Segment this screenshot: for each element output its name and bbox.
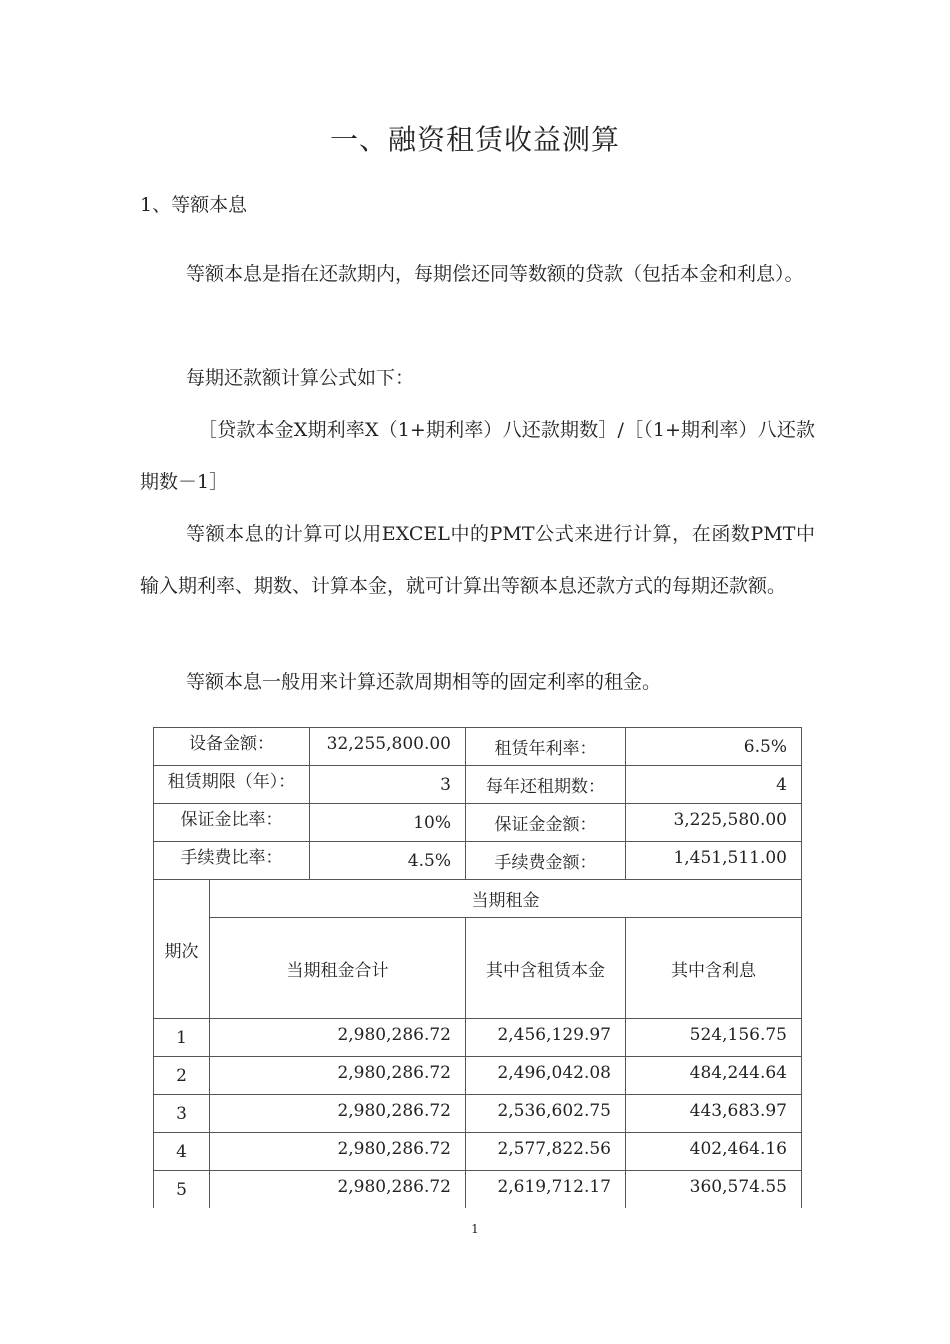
period-header: 期次 — [154, 880, 210, 1019]
header-row — [154, 918, 802, 1019]
param-value: 32,255,800.00 — [310, 728, 466, 766]
table-row — [154, 1095, 802, 1133]
param-row — [154, 766, 802, 804]
param-label: 保证金比率： — [154, 804, 310, 842]
principal-cell: 2,456,129.97 — [466, 1019, 626, 1057]
param-value: 1,451,511.00 — [626, 842, 802, 880]
param-label: 租赁期限（年）： — [154, 766, 310, 804]
interest-cell: 402,464.16 — [626, 1133, 802, 1171]
period-cell: 2 — [154, 1057, 210, 1095]
param-row — [154, 842, 802, 880]
period-cell: 1 — [154, 1019, 210, 1057]
col-header-total: 当期租金合计 — [210, 918, 466, 1019]
lease-schedule-table — [153, 727, 802, 1208]
period-cell: 3 — [154, 1095, 210, 1133]
principal-cell: 2,619,712.17 — [466, 1171, 626, 1209]
section-heading: 1、等额本息 — [140, 194, 248, 216]
total-cell: 2,980,286.72 — [210, 1095, 466, 1133]
period-cell: 5 — [154, 1171, 210, 1209]
param-value: 6.5% — [626, 728, 802, 766]
paragraph: 等额本息是指在还款期内，每期偿还同等数额的贷款（包括本金和利息）。 — [186, 263, 804, 285]
table-row — [154, 1019, 802, 1057]
page-title: 一、融资租赁收益测算 — [329, 123, 620, 156]
principal-cell: 2,536,602.75 — [466, 1095, 626, 1133]
param-value: 4.5% — [310, 842, 466, 880]
paragraph: 等额本息一般用来计算还款周期相等的固定利率的租金。 — [186, 671, 662, 693]
col-header-interest: 其中含利息 — [626, 918, 802, 1019]
param-row — [154, 804, 802, 842]
total-cell: 2,980,286.72 — [210, 1057, 466, 1095]
paragraph: 每期还款额计算公式如下： — [186, 367, 415, 389]
param-label: 租赁年利率： — [466, 728, 626, 766]
table-row — [154, 1171, 802, 1209]
period-cell: 4 — [154, 1133, 210, 1171]
param-label: 手续费金额： — [466, 842, 626, 880]
interest-cell: 443,683.97 — [626, 1095, 802, 1133]
param-label: 设备金额： — [154, 728, 310, 766]
table-row — [154, 1133, 802, 1171]
formula-paragraph: ［贷款本金X期利率X（1+期利率）八还款期数］/［（1+期利率）八还款期数－1］ — [140, 419, 815, 493]
param-value: 4 — [626, 766, 802, 804]
total-cell: 2,980,286.72 — [210, 1171, 466, 1209]
paragraph: 等额本息的计算可以用EXCEL中的PMT公式来进行计算，在函数PMT中输入期利率、期数、计算本金，就可计算出等额本息还款方式的每期还款额。 — [140, 523, 815, 597]
interest-cell: 524,156.75 — [626, 1019, 802, 1057]
param-label: 每年还租期数： — [466, 766, 626, 804]
interest-cell: 484,244.64 — [626, 1057, 802, 1095]
total-cell: 2,980,286.72 — [210, 1133, 466, 1171]
rent-group-header: 当期租金 — [210, 880, 802, 918]
param-label: 保证金金额： — [466, 804, 626, 842]
principal-cell: 2,577,822.56 — [466, 1133, 626, 1171]
page-number: 1 — [471, 1222, 479, 1236]
param-value: 10% — [310, 804, 466, 842]
header-row — [154, 880, 802, 918]
total-cell: 2,980,286.72 — [210, 1019, 466, 1057]
param-value: 3,225,580.00 — [626, 804, 802, 842]
table-row — [154, 1057, 802, 1095]
col-header-principal: 其中含租赁本金 — [466, 918, 626, 1019]
interest-cell: 360,574.55 — [626, 1171, 802, 1209]
param-row — [154, 728, 802, 766]
param-label: 手续费比率： — [154, 842, 310, 880]
principal-cell: 2,496,042.08 — [466, 1057, 626, 1095]
param-value: 3 — [310, 766, 466, 804]
